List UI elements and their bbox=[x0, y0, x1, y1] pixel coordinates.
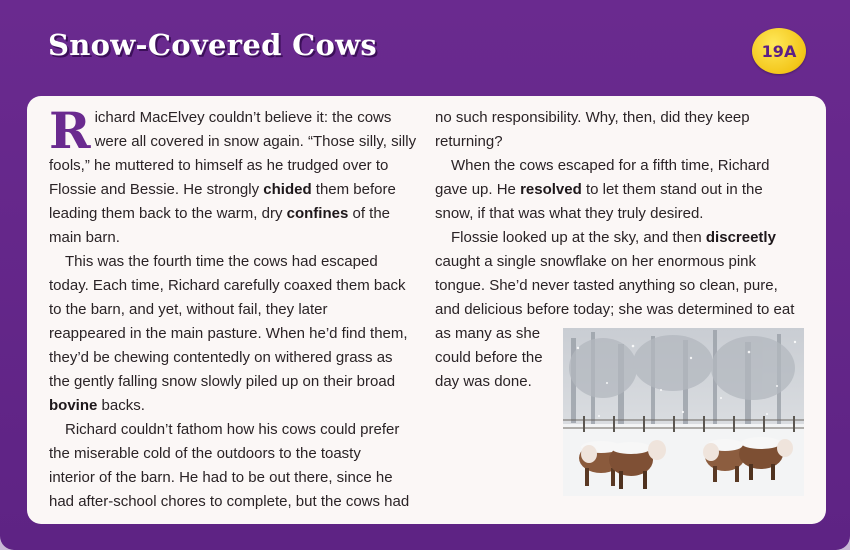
text-line: ichard MacElvey couldn’t believe it: the cows bbox=[94, 109, 392, 126]
text-line: returning? bbox=[435, 133, 503, 150]
text-fragment: Flossie and Bessie. He strongly bbox=[49, 181, 260, 198]
text-line: they’d be chewing contentedly on withered grass as bbox=[49, 349, 393, 366]
card-number-badge: 19A bbox=[752, 28, 806, 74]
text-line: caught a single snowflake on her enormous pink bbox=[435, 253, 757, 270]
text-line: This was the fourth time the cows had escaped bbox=[65, 253, 378, 270]
text-fragment: to let them stand out in the bbox=[585, 181, 763, 198]
text-line: were all covered in snow again. “Those silly, silly bbox=[94, 133, 417, 150]
text-line: as many as she bbox=[435, 325, 541, 342]
text-fragment: Flossie looked up at the sky, and then bbox=[451, 229, 702, 246]
text-line bbox=[435, 178, 807, 202]
text-line bbox=[435, 226, 807, 250]
drop-cap: R bbox=[49, 101, 91, 160]
text-line: interior of the barn. He had to be out there, since he bbox=[49, 469, 393, 486]
vocab-word-chided: chided bbox=[263, 181, 312, 198]
text-line: the miserable cold of the outdoors to the toasty bbox=[49, 445, 361, 462]
vocab-word-bovine: bovine bbox=[49, 397, 98, 414]
story-column-left bbox=[49, 101, 423, 514]
text-fragment: leading them back to the warm, dry bbox=[49, 205, 283, 222]
page-title: Snow-Covered Cows bbox=[48, 28, 378, 62]
text-fragment: backs. bbox=[101, 397, 145, 414]
text-line: today. Each time, Richard carefully coaxed them back bbox=[49, 277, 406, 294]
text-line: and delicious before today; she was determined to eat bbox=[435, 301, 795, 318]
cows-in-snow-illustration bbox=[563, 328, 804, 496]
text-line bbox=[49, 394, 423, 418]
text-line: snow, if that was what they truly desired. bbox=[435, 205, 704, 222]
text-fragment: of the bbox=[352, 205, 391, 222]
snowy-field-cows-photo bbox=[563, 328, 804, 496]
text-line bbox=[49, 178, 423, 202]
text-line: reappeared in the main pasture. When he’d find them, bbox=[49, 325, 408, 342]
text-line: no such responsibility. Why, then, did they keep bbox=[435, 109, 750, 126]
text-line: the gently falling snow slowly piled up on their broad bbox=[49, 373, 396, 390]
vocab-word-discreetly: discreetly bbox=[705, 229, 776, 246]
text-line: Richard couldn’t fathom how his cows could prefer bbox=[65, 421, 400, 438]
story-panel bbox=[27, 96, 826, 524]
text-line: main barn. bbox=[49, 229, 120, 246]
vocab-word-resolved: resolved bbox=[520, 181, 582, 198]
text-line: could before the bbox=[435, 349, 543, 366]
text-line: When the cows escaped for a fifth time, Richard bbox=[451, 157, 770, 174]
text-fragment: them before bbox=[315, 181, 396, 198]
text-line: day was done. bbox=[435, 373, 532, 390]
text-line: tongue. She’d never tasted anything so clean, pure, bbox=[435, 277, 778, 294]
text-line bbox=[49, 202, 423, 226]
text-fragment: gave up. He bbox=[435, 181, 516, 198]
text-line: had after-school chores to complete, but the cows had bbox=[49, 493, 410, 510]
text-line: to the barn, and yet, without fail, they later bbox=[49, 301, 328, 318]
vocab-word-confines: confines bbox=[286, 205, 349, 222]
text-line: fools,” he muttered to himself as he trudged over to bbox=[49, 157, 389, 174]
